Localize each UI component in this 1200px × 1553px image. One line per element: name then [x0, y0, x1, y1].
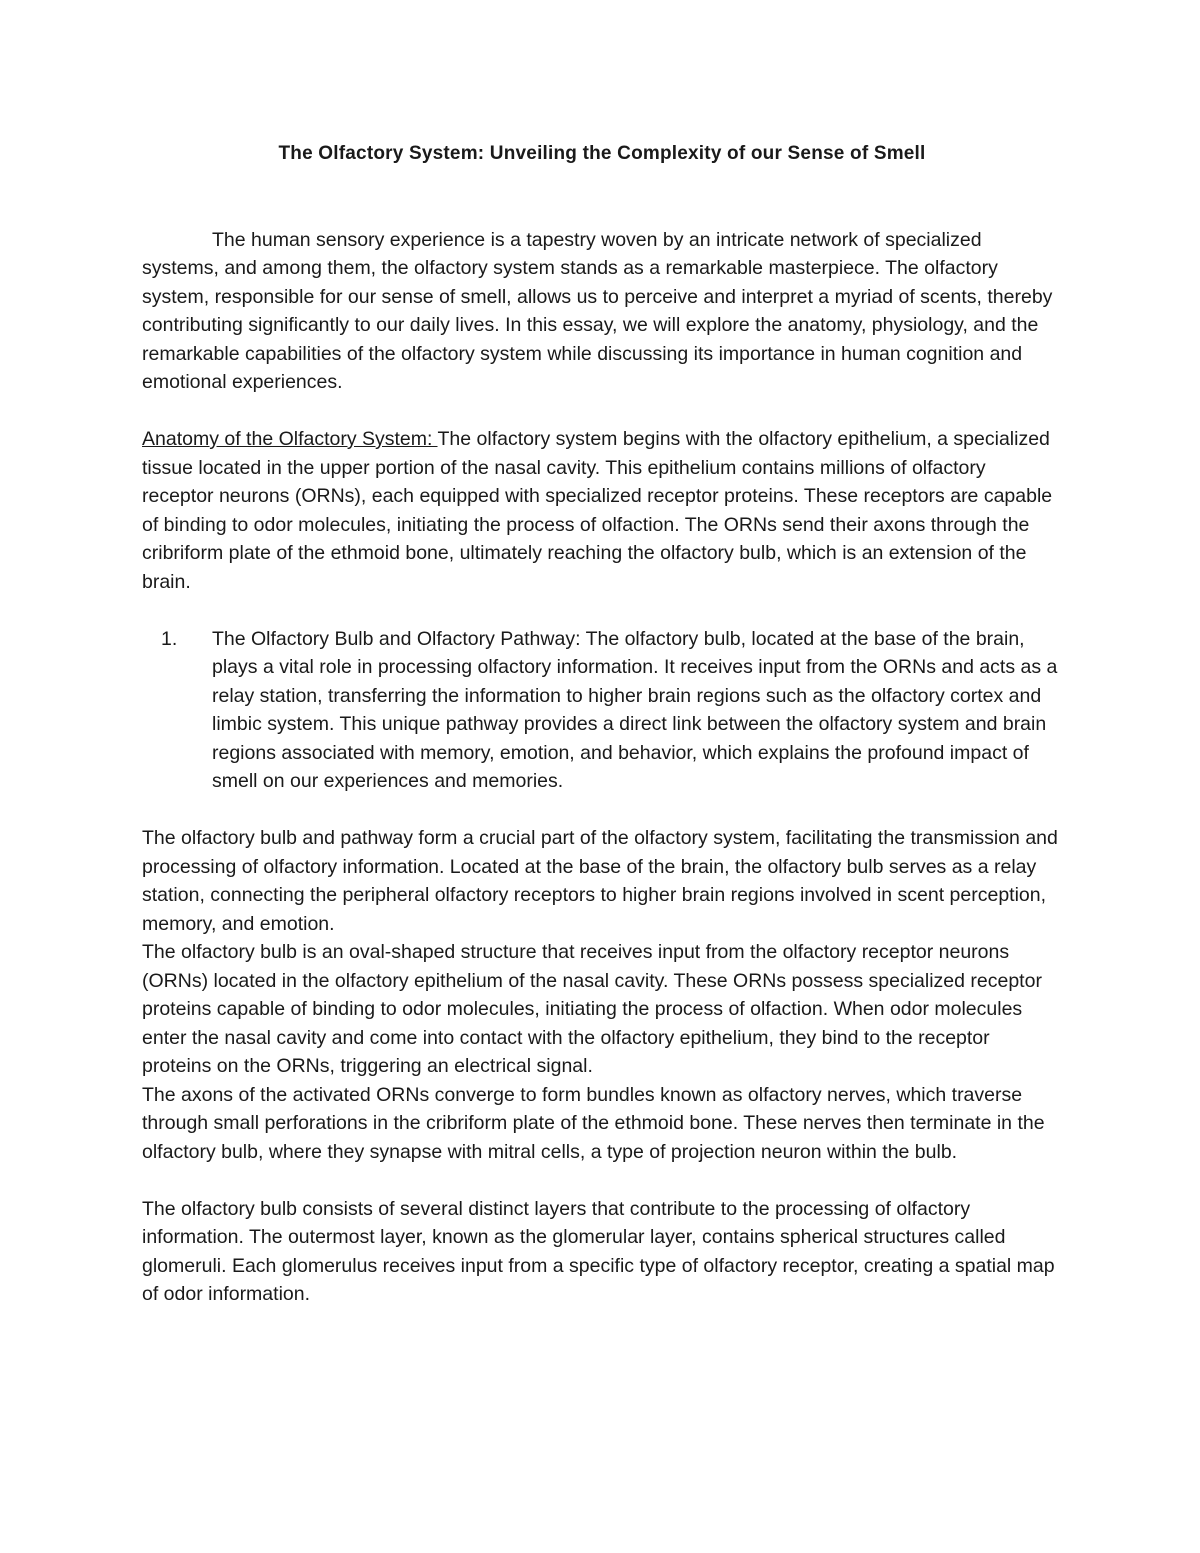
list-item-text: The Olfactory Bulb and Olfactory Pathway: The olfactory bulb, located at the base of the brain, plays a vital role in processing olfactory information. It receives input from the ORNs and acts as a relay station, transferring the information to higher brain regions such as the olfactory cortex and limbic system. This unique pathway provides a direct link between the olfactory system and brain regions associated with memory, emotion, and behavior, which explains the profound impact of smell on our experiences and memories. [212, 627, 1058, 792]
bulb-paragraph-2: The olfactory bulb is an oval-shaped structure that receives input from the olfactory receptor neurons (ORNs) located in the olfactory epithelium of the nasal cavity. These ORNs possess specialized receptor proteins capable of binding to odor molecules, initiating the process of olfaction. When odor molecules enter the nasal cavity and come into contact with the olfactory epithelium, they bind to the receptor proteins on the ORNs, triggering an electrical signal. [142, 941, 1042, 1077]
document-body [142, 140, 1062, 1309]
intro-paragraph: The human sensory experience is a tapestry woven by an intricate network of specialized systems, and among them, the olfactory system stands as a remarkable masterpiece. The olfactory system, responsible for our sense of smell, allows us to perceive and interpret a myriad of scents, thereby contributing significantly to our daily lives. In this essay, we will explore the anatomy, physiology, and the remarkable capabilities of the olfactory system while discussing its importance in human cognition and emotional experiences. [142, 228, 1053, 393]
anatomy-text: The olfactory system begins with the olfactory epithelium, a specialized tissue located in the upper portion of the nasal cavity. This epithelium contains millions of olfactory receptor neurons (ORNs), each equipped with specialized receptor proteins. These receptors are capable of binding to odor molecules, initiating the process of olfaction. The ORNs send their axons through the cribriform plate of the ethmoid bone, ultimately reaching the olfactory bulb, which is an extension of the brain. [142, 428, 1053, 593]
list-item [142, 625, 1062, 796]
anatomy-heading: Anatomy of the Olfactory System: [142, 428, 438, 450]
anatomy-paragraph [142, 425, 1062, 596]
list-item-number: 1. [161, 627, 178, 650]
document-title: The Olfactory System: Unveiling the Complexity of our Sense of Smell [278, 143, 926, 164]
bulb-paragraph-3: The axons of the activated ORNs converge to form bundles known as olfactory nerves, which traverse through small perforations in the cribriform plate of the ethmoid bone. These nerves then terminate in the olfactory bulb, where they synapse with mitral cells, a type of projection neuron within the bulb. [142, 1083, 1045, 1163]
layers-paragraph: The olfactory bulb consists of several distinct layers that contribute to the processing of olfactory information. The outermost layer, known as the glomerular layer, contains spherical structures called glomeruli. Each glomerulus receives input from a specific type of olfactory receptor, creating a spatial map of odor information. [142, 1197, 1055, 1305]
numbered-list [142, 625, 1062, 796]
bulb-paragraph-1: The olfactory bulb and pathway form a crucial part of the olfactory system, facilitating the transmission and processing of olfactory information. Located at the base of the brain, the olfactory bulb serves as a relay station, connecting the peripheral olfactory receptors to higher brain regions involved in scent perception, memory, and emotion. [142, 827, 1058, 935]
